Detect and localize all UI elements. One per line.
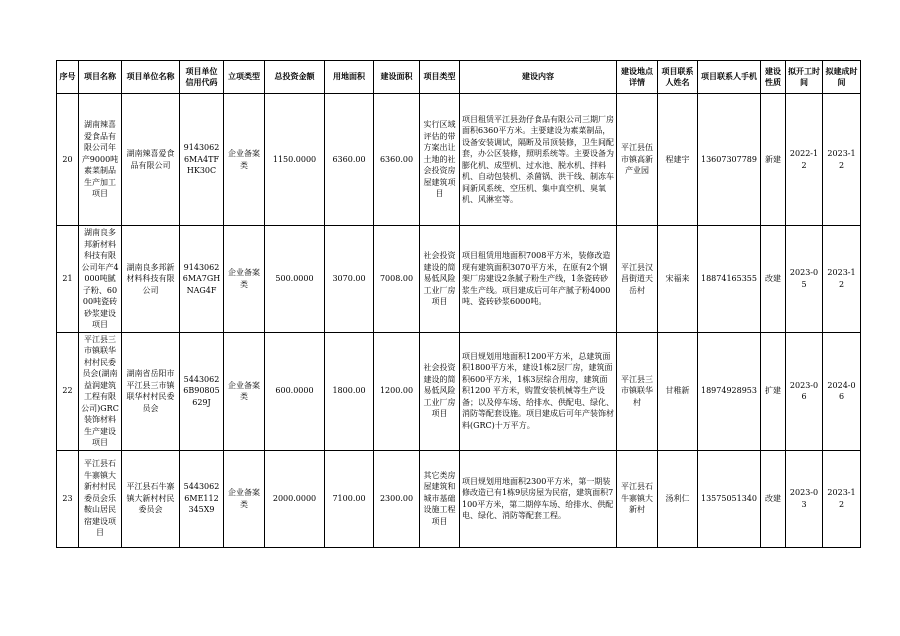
header-phone: 项目联系人手机 (698, 61, 761, 94)
cell-end: 2023-12 (823, 94, 861, 226)
cell-location: 平江县汉昌街道天岳村 (617, 226, 658, 333)
cell-land-area: 3070.00 (325, 226, 374, 333)
header-build-area: 建设面积 (374, 61, 420, 94)
cell-content: 项目规划用地面积2300平方米，第一期装修改造已有1栋9层房屋为民宿，建筑面积7100平方米，第二期停车场、给排水、供配电、绿化、消防等配套工程。 (460, 450, 617, 547)
cell-project-type: 社会投资建设的简易低风险工业厂房项目 (420, 332, 460, 450)
cell-credit-code: 91430626MA4TFHK30C (180, 94, 224, 226)
cell-phone: 13607307789 (698, 94, 761, 226)
cell-build-area: 6360.00 (374, 94, 420, 226)
cell-start: 2023-05 (786, 226, 823, 333)
cell-location: 平江县伍市镇高新产业园 (617, 94, 658, 226)
cell-phone: 13575051340 (698, 450, 761, 547)
table-row (57, 332, 861, 450)
cell-project-name: 湖南良多邦新材料科技有限公司年产4000吨腻子粉、6000吨瓷砖砂浆建设项目 (79, 226, 122, 333)
cell-project-type: 其它类房屋建筑和城市基础设施工程项目 (420, 450, 460, 547)
table-row (57, 94, 861, 226)
cell-project-type: 实行区域评估的带方案出让土地的社会投资房屋建筑项目 (420, 94, 460, 226)
cell-end: 2024-06 (823, 332, 861, 450)
cell-approval-type: 企业备案类 (224, 94, 265, 226)
cell-location: 平江县石牛寨镇大新村 (617, 450, 658, 547)
cell-location: 平江县三市镇联华村 (617, 332, 658, 450)
header-investment: 总投资金额 (265, 61, 325, 94)
cell-no: 23 (57, 450, 79, 547)
cell-investment: 500.0000 (265, 226, 325, 333)
cell-end: 2023-12 (823, 226, 861, 333)
cell-land-area: 7100.00 (325, 450, 374, 547)
cell-land-area: 6360.00 (325, 94, 374, 226)
cell-nature: 改建 (761, 450, 786, 547)
header-project-type: 项目类型 (420, 61, 460, 94)
cell-unit-name: 湖南辣喜爱食品有限公司 (122, 94, 180, 226)
header-location: 建设地点详情 (617, 61, 658, 94)
header-land-area: 用地面积 (325, 61, 374, 94)
cell-investment: 1150.0000 (265, 94, 325, 226)
header-approval-type: 立项类型 (224, 61, 265, 94)
cell-end: 2023-12 (823, 450, 861, 547)
cell-land-area: 1800.00 (325, 332, 374, 450)
cell-no: 22 (57, 332, 79, 450)
cell-unit-name: 平江县石牛寨镇大新村村民委员会 (122, 450, 180, 547)
header-row (57, 61, 861, 94)
cell-no: 21 (57, 226, 79, 333)
table-row (57, 226, 861, 333)
cell-content: 项目规划用地面积1200平方米，总建筑面积1800平方米，建设1栋2层厂房，建筑面积600平方米，1栋3层综合用房，建筑面积1200 平方米，购置安装机械等生产设备；以及停车场、给排水、供配电、绿化、消防等配套设施。项目建成后可年产装饰材料(GRC)十万平方。 (460, 332, 617, 450)
cell-no: 20 (57, 94, 79, 226)
cell-content: 项目租赁用地面积7008平方米，装修改造现有建筑面积3070平方米，在原有2个钢架厂房建设2条腻子粉生产线，1条瓷砖砂浆生产线。项目建成后可年产腻子粉4000吨、瓷砖砂浆6000吨。 (460, 226, 617, 333)
cell-project-name: 平江县石牛寨镇大新村村民委员会乐鞍山居民宿建设项目 (79, 450, 122, 547)
cell-nature: 新建 (761, 94, 786, 226)
cell-investment: 600.0000 (265, 332, 325, 450)
header-unit-name: 项目单位名称 (122, 61, 180, 94)
cell-contact: 汤利仁 (658, 450, 698, 547)
cell-unit-name: 湖南良多邦新材料科技有限公司 (122, 226, 180, 333)
header-credit-code: 项目单位信用代码 (180, 61, 224, 94)
cell-phone: 18974928953 (698, 332, 761, 450)
header-end: 拟建成时间 (823, 61, 861, 94)
cell-credit-code: 91430626MA7GHNAG4F (180, 226, 224, 333)
header-content: 建设内容 (460, 61, 617, 94)
cell-approval-type: 企业备案类 (224, 226, 265, 333)
cell-contact: 宋福来 (658, 226, 698, 333)
cell-contact: 甘稚新 (658, 332, 698, 450)
projects-table (56, 60, 861, 548)
cell-approval-type: 企业备案类 (224, 450, 265, 547)
cell-start: 2023-03 (786, 450, 823, 547)
header-start: 拟开工时间 (786, 61, 823, 94)
cell-content: 项目租赁平江县劲仔食品有限公司三期厂房面积6360平方米。主要建设为素菜制品，设备安装调试，隔断及吊顶装修，卫生间配套，办公区装修，照明系统等。主要设备为膨化机、成型机、过水池、脱水机、拌料机、自动包装机、杀菌锅、洪干线、制冻车间新风系统、空压机、集中真空机、臭氧机、风淋室等。 (460, 94, 617, 226)
cell-credit-code: 54430626ME112345X9 (180, 450, 224, 547)
cell-project-name: 湖南辣喜爱食品有限公司年产9000吨素菜制品生产加工项目 (79, 94, 122, 226)
header-no: 序号 (57, 61, 79, 94)
header-project-name: 项目名称 (79, 61, 122, 94)
cell-approval-type: 企业备案类 (224, 332, 265, 450)
cell-nature: 扩建 (761, 332, 786, 450)
cell-build-area: 2300.00 (374, 450, 420, 547)
header-nature: 建设性质 (761, 61, 786, 94)
cell-project-name: 平江县三市镇联华村村民委员会(湖南益润建筑工程有限公司)GRC装饰材料生产建设项目 (79, 332, 122, 450)
cell-unit-name: 湖南省岳阳市平江县三市镇联华村村民委员会 (122, 332, 180, 450)
cell-start: 2023-06 (786, 332, 823, 450)
cell-build-area: 7008.00 (374, 226, 420, 333)
cell-phone: 18874165355 (698, 226, 761, 333)
cell-build-area: 1200.00 (374, 332, 420, 450)
cell-investment: 2000.0000 (265, 450, 325, 547)
cell-credit-code: 54430626B90805629J (180, 332, 224, 450)
cell-start: 2022-12 (786, 94, 823, 226)
header-contact: 项目联系人姓名 (658, 61, 698, 94)
cell-project-type: 社会投资建设的简易低风险工业厂房项目 (420, 226, 460, 333)
table-row (57, 450, 861, 547)
cell-nature: 改建 (761, 226, 786, 333)
cell-contact: 程建宇 (658, 94, 698, 226)
